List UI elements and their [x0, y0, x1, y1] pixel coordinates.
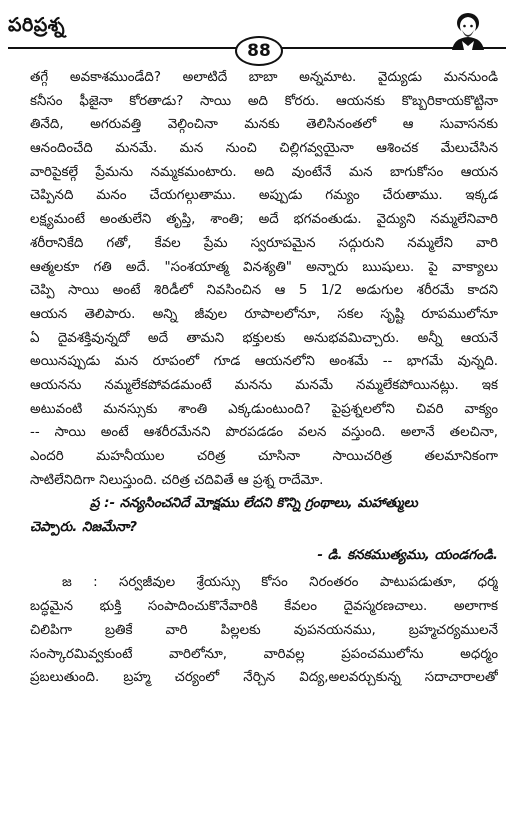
page-number: 88 — [235, 36, 283, 66]
page-header — [0, 0, 520, 64]
text-line: ఆయనను నమ్మలేకపోవడమంటే మనను మనమే నమ్మలేకపోయినట్లు. ఇక — [30, 377, 498, 393]
text-line: శరీరానికేది గతో, కేవల ప్రేమ స్వరూపమైన సద్గురుని నమ్మలేని వారి — [30, 235, 498, 251]
answer-line: చిలిపిగా బ్రతికే వారి పిల్లలకు వుపనయనము, బ్రహ్మచర్యములనే — [30, 622, 498, 638]
answer-line: బద్ధమైన భుక్తి సంపాదించుకొనేవారికి కేవలం దైవస్మరణచాలు. అలాగాక — [30, 599, 498, 615]
question-attribution: - డి. కనకముత్యము, యండగండి. — [317, 547, 498, 563]
text-line: చెప్పినది మనం చేయగల్గుతాము. అప్పుడు గమ్యం చేరుతాము. ఇక్కడ — [30, 188, 498, 204]
text-line: కనీసం ఫీజైనా కోరతాడు? సాయి అది కోరరు. ఆయనకు కొబ్బరికాయకొట్టినా — [30, 93, 498, 109]
text-line: అయినప్పుడు మన రూపంలో గూడ ఆయనలోని అంశమే -- భాగమే వున్నది. — [30, 354, 498, 370]
text-line: ఆయన తెలిపారు. అన్ని జీవుల రూపాలలోనూ, సకల సృష్టి రూపములోనూ — [30, 306, 498, 322]
portrait-icon — [448, 8, 488, 50]
body-text — [30, 66, 498, 690]
text-line: ఎందరి మహనీయుల చరిత్ర చూసినా సాయిచరిత్ర తలమానికంగా — [30, 449, 498, 464]
text-line: సాటిలేనిదిగా నిలుస్తుంది. చరిత్ర చదివితే ఆ ప్రశ్న రాదేమో. — [30, 472, 324, 488]
question-line: ప్ర :- నన్యసించనిదే మోక్షము లేదని కొన్ని గ్రంథాలు, మహాత్ములు — [90, 496, 418, 512]
answer-line: ప్రబలుతుంది. బ్రహ్మ చర్యంలో నేర్చిన విద్య,అలవర్చుకున్న సదాచారాలతో — [30, 670, 498, 686]
text-line: ఏ దైవశక్తివున్నదో అదే తామని భక్తులకు అనుభవమిచ్చారు. అన్నీ ఆయనే — [30, 330, 498, 346]
text-line: వారిపైకల్గే ప్రేమను నమ్మకమంటారు. అది వుంటేనే మన బాగుకోసం ఆయన — [30, 164, 498, 180]
text-line: తగ్గే అవకాశముండేది? అలాటిదే బాబా అన్నమాట. వైద్యుడు మననుండి — [30, 70, 498, 85]
text-line: తినేది, అగరువత్తి వెల్గించినా మనకు తెలిసినంతలో ఆ సువాసనకు — [30, 117, 498, 133]
text-line: అటువంటి మనస్సుకు శాంతి ఎక్కడుంటుంది? పైప్రశ్నలలోని చివరి వాక్యం — [30, 401, 498, 417]
running-title: పరిప్రశ్న — [8, 14, 66, 36]
question-line: చెప్పారు. నిజమేనా? — [30, 520, 138, 536]
answer-line: జ : సర్వజీవుల శ్రేయస్సు కోసం నిరంతరం పాటుపడుతూ, ధర్మ — [62, 575, 498, 591]
text-line: -- సాయి అంటే ఆశరీరమేనని పొరపడడం వలన వస్తుంది. అలానే తలచినా, — [30, 425, 498, 441]
text-line: ఆత్మలకూ గతి అదే. "సంశయాత్మ వినశ్యతి" అన్నారు ఋషులు. పై వాక్యాలు — [30, 259, 498, 275]
text-line: చెప్పి సాయి అంటే శిరిడీలో నివసించిన ఆ 5 1/2 అడుగుల శరీరమే కాదని — [30, 283, 498, 299]
text-line: లక్ష్యమంటే అంతులేని తృప్తి, శాంతి; అదే భగవంతుడు. వైద్యుని నమ్మలేనివారి — [30, 212, 498, 228]
text-line: ఆనందించేది మనమే. మన నుంచి చిల్లిగవ్వయైనా ఆశించక మేలుచేసిన — [30, 141, 498, 157]
answer-line: సంస్కారమివ్వకుంటే వారిలోనూ, వారివల్ల ప్రపంచములోను అధర్మం — [30, 646, 498, 662]
